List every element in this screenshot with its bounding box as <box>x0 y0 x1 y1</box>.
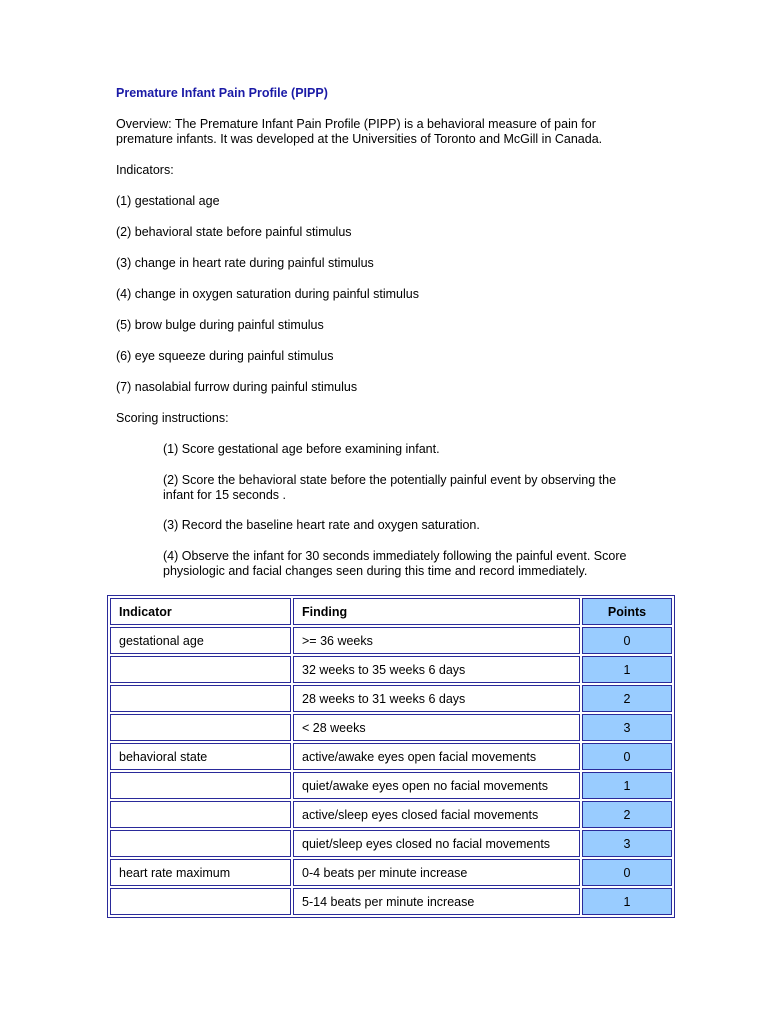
cell-indicator <box>110 772 291 799</box>
table-row <box>110 830 672 857</box>
indicator-item: (4) change in oxygen saturation during painful stimulus <box>116 287 419 301</box>
cell-points: 2 <box>582 685 672 712</box>
overview-paragraph <box>116 117 656 147</box>
cell-points: 1 <box>582 888 672 915</box>
indicators-heading: Indicators: <box>116 163 174 177</box>
indicator-item: (7) nasolabial furrow during painful stimulus <box>116 380 358 394</box>
scoring-heading: Scoring instructions: <box>116 411 229 425</box>
table-row <box>110 685 672 712</box>
cell-indicator <box>110 830 291 857</box>
instruction-item <box>163 549 653 579</box>
instruction-line: (1) Score gestational age before examining infant. <box>163 442 440 456</box>
table-row <box>110 714 672 741</box>
cell-points: 0 <box>582 859 672 886</box>
pipp-scoring-table <box>107 595 675 918</box>
cell-finding: 28 weeks to 31 weeks 6 days <box>293 685 580 712</box>
table-header-row <box>110 598 672 625</box>
cell-points: 0 <box>582 743 672 770</box>
instruction-line: infant for 15 seconds . <box>163 488 286 502</box>
instruction-line: (2) Score the behavioral state before the potentially painful event by observing the <box>163 473 617 487</box>
instruction-line: (3) Record the baseline heart rate and oxygen saturation. <box>163 518 480 532</box>
indicator-item: (1) gestational age <box>116 194 220 208</box>
instruction-item <box>163 518 653 533</box>
instruction-line: physiologic and facial changes seen during this time and record immediately. <box>163 564 588 578</box>
cell-finding: quiet/awake eyes open no facial movements <box>293 772 580 799</box>
cell-points: 3 <box>582 714 672 741</box>
cell-finding: >= 36 weeks <box>293 627 580 654</box>
cell-finding: active/awake eyes open facial movements <box>293 743 580 770</box>
table-row <box>110 627 672 654</box>
cell-finding: quiet/sleep eyes closed no facial movements <box>293 830 580 857</box>
overview-line: Overview: The Premature Infant Pain Profile (PIPP) is a behavioral measure of pain for <box>116 117 596 131</box>
cell-finding: active/sleep eyes closed facial movements <box>293 801 580 828</box>
cell-indicator <box>110 714 291 741</box>
header-indicator: Indicator <box>110 598 291 625</box>
table-row <box>110 859 672 886</box>
table-row <box>110 743 672 770</box>
indicator-item: (2) behavioral state before painful stimulus <box>116 225 352 239</box>
indicator-item: (5) brow bulge during painful stimulus <box>116 318 324 332</box>
table-row <box>110 772 672 799</box>
cell-indicator: heart rate maximum <box>110 859 291 886</box>
cell-indicator: gestational age <box>110 627 291 654</box>
cell-finding: < 28 weeks <box>293 714 580 741</box>
cell-indicator <box>110 888 291 915</box>
instruction-item <box>163 473 653 503</box>
indicator-item: (3) change in heart rate during painful stimulus <box>116 256 374 270</box>
cell-indicator <box>110 801 291 828</box>
instruction-item <box>163 442 653 457</box>
header-finding: Finding <box>293 598 580 625</box>
cell-points: 2 <box>582 801 672 828</box>
instruction-line: (4) Observe the infant for 30 seconds immediately following the painful event. Score <box>163 549 627 563</box>
table-row <box>110 888 672 915</box>
cell-points: 1 <box>582 772 672 799</box>
indicator-item: (6) eye squeeze during painful stimulus <box>116 349 334 363</box>
cell-indicator <box>110 685 291 712</box>
cell-finding: 0-4 beats per minute increase <box>293 859 580 886</box>
cell-indicator: behavioral state <box>110 743 291 770</box>
cell-finding: 32 weeks to 35 weeks 6 days <box>293 656 580 683</box>
cell-points: 0 <box>582 627 672 654</box>
header-points: Points <box>582 598 672 625</box>
table-row <box>110 656 672 683</box>
cell-points: 1 <box>582 656 672 683</box>
table-row <box>110 801 672 828</box>
overview-line: premature infants. It was developed at the Universities of Toronto and McGill in Canada. <box>116 132 603 146</box>
cell-finding: 5-14 beats per minute increase <box>293 888 580 915</box>
cell-indicator <box>110 656 291 683</box>
page-title: Premature Infant Pain Profile (PIPP) <box>116 86 328 100</box>
cell-points: 3 <box>582 830 672 857</box>
